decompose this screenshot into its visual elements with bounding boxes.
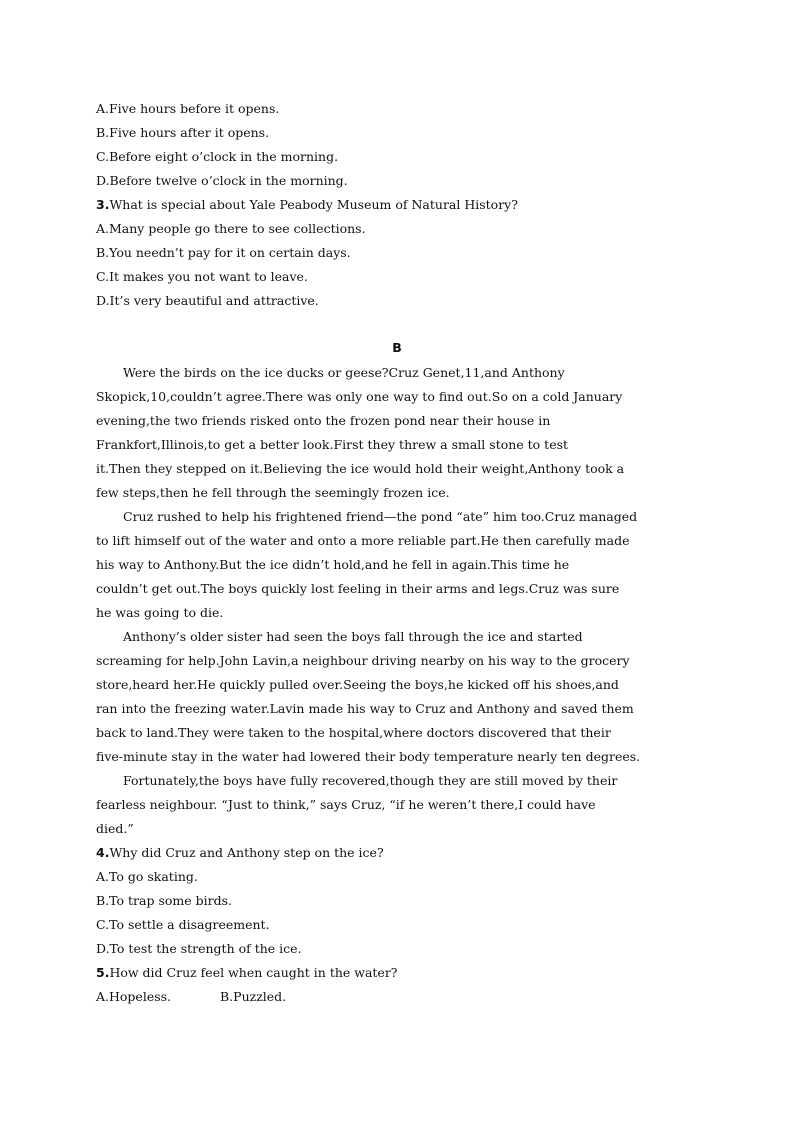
q2-option-d: D.Before twelve o’clock in the morning. [96,173,348,188]
question-3 [96,193,518,217]
q3-option-d: D.It’s very beautiful and attractive. [96,293,319,308]
passage-line: evening,the two friends risked onto the frozen pond near their house in [96,413,551,428]
q4-option-a: A.To go skating. [96,869,198,884]
passage-line: he was going to die. [96,605,224,620]
q5-option-a: A.Hopeless. [96,989,172,1004]
passage-line: Fortunately,the boys have fully recovered,though they are still moved by their [123,773,618,788]
passage-line: Frankfort,Illinois,to get a better look.First they threw a small stone to test [96,437,569,452]
q2-option-a: A.Five hours before it opens. [96,101,280,116]
passage-line: Were the birds on the ice ducks or geese?Cruz Genet,11,and Anthony [123,365,565,380]
q2-option-c: C.Before eight o’clock in the morning. [96,149,339,164]
q3-option-a: A.Many people go there to see collections. [96,221,366,236]
passage-line: died.” [96,821,134,836]
question-number: 3. [96,197,110,212]
passage-line: fearless neighbour. “Just to think,” says Cruz, “if he weren’t there,I could have [96,797,596,812]
passage-line: Cruz rushed to help his frightened friend—the pond “ate” him too.Cruz managed [123,509,638,524]
passage-line: couldn’t get out.The boys quickly lost feeling in their arms and legs.Cruz was sure [96,581,620,596]
passage-line: store,heard her.He quickly pulled over.Seeing the boys,he kicked off his shoes,and [96,677,619,692]
passage-line: his way to Anthony.But the ice didn’t hold,and he fell in again.This time he [96,557,570,572]
question-stem: What is special about Yale Peabody Museum of Natural History? [109,197,518,212]
passage-line: five-minute stay in the water had lowered their body temperature nearly ten degrees. [96,749,641,764]
q4-option-b: B.To trap some birds. [96,893,232,908]
passage-line: Anthony’s older sister had seen the boys fall through the ice and started [123,629,583,644]
question-4 [96,841,384,865]
q4-option-d: D.To test the strength of the ice. [96,941,302,956]
q3-option-c: C.It makes you not want to leave. [96,269,308,284]
passage-line: to lift himself out of the water and onto a more reliable part.He then carefully made [96,533,630,548]
question-5 [96,961,398,985]
passage-line: Skopick,10,couldn’t agree.There was only one way to find out.So on a cold January [96,389,623,404]
q4-option-c: C.To settle a disagreement. [96,917,270,932]
q3-option-b: B.You needn’t pay for it on certain days. [96,245,351,260]
question-stem: How did Cruz feel when caught in the water? [109,965,398,980]
question-number: 5. [96,965,110,980]
question-stem: Why did Cruz and Anthony step on the ice? [109,845,384,860]
section-title: B [392,340,402,355]
q5-option-b: B.Puzzled. [220,989,287,1004]
passage-line: screaming for help.John Lavin,a neighbour driving nearby on his way to the grocery [96,653,630,668]
passage-line: back to land.They were taken to the hospital,where doctors discovered that their [96,725,611,740]
passage-line: it.Then they stepped on it.Believing the ice would hold their weight,Anthony took a [96,461,625,476]
q2-option-b: B.Five hours after it opens. [96,125,270,140]
question-number: 4. [96,845,110,860]
passage-line: few steps,then he fell through the seemingly frozen ice. [96,485,450,500]
passage-line: ran into the freezing water.Lavin made his way to Cruz and Anthony and saved them [96,701,634,716]
